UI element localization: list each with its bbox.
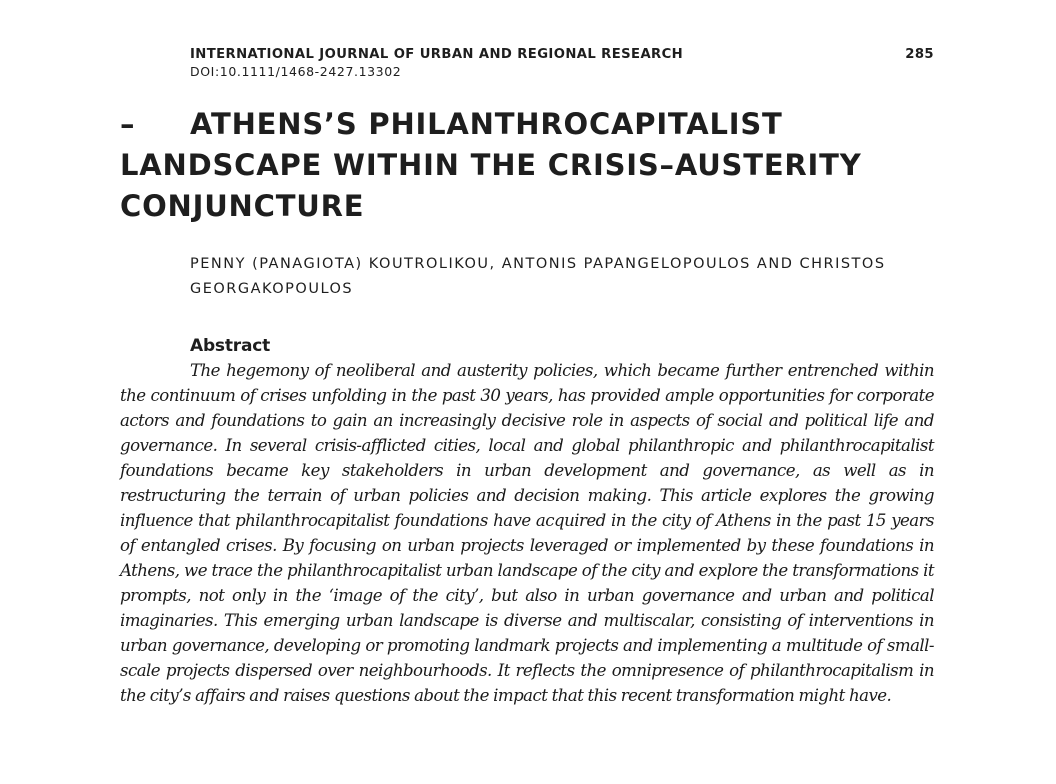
author-list: PENNY (PANAGIOTA) KOUTROLIKOU, ANTONIS PAPANGELOPOULOS AND CHRISTOS GEORGAKOPOULOS [190, 256, 886, 297]
abstract-text: The hegemony of neoliberal and austerity policies, which became further entrenched within the continuum of crises unfolding in the past 30 years, has provided ample opportunities for corporate actors and foundations to gain an increasingly decisive role in aspects of social and political life and governance. In several crisis-afflicted cities, local and global philanthropic and philanthrocapitalist foundations became key stakeholders in urban development and governance, as well as in restructuring the terrain of urban policies and decision making. This article explores the growing influence that philanthrocapitalist foundations have acquired in the city of Athens in the past 15 years of entangled crises. By focusing on urban projects leveraged or implemented by these foundations in Athens, we trace the philanthrocapitalist urban landscape of the city and explore the transformations it prompts, not only in the ‘image of the city’, but also in urban governance and urban and political imaginaries. This emerging urban landscape is diverse and multiscalar, consisting of interventions in urban governance, developing or promoting landmark projects and implementing a multitude of small-scale projects dispersed over neighbourhoods. It reflects the omnipresence of philanthrocapitalism in the city’s affairs and raises questions about the impact that this recent transformation might have. [120, 361, 934, 705]
running-header [190, 46, 934, 64]
journal-name: INTERNATIONAL JOURNAL OF URBAN AND REGIONAL RESEARCH [190, 47, 684, 62]
page-number: 285 [905, 47, 934, 62]
doi-line: DOI:10.1111/1468-2427.13302 [190, 64, 402, 79]
abstract-heading: Abstract [190, 336, 271, 356]
title-dash: – [120, 107, 136, 141]
title-text: ATHENS’S PHILANTHROCAPITALIST LANDSCAPE WITHIN THE CRISIS–AUSTERITY CONJUNCTURE [120, 107, 862, 223]
article-title [120, 104, 920, 227]
